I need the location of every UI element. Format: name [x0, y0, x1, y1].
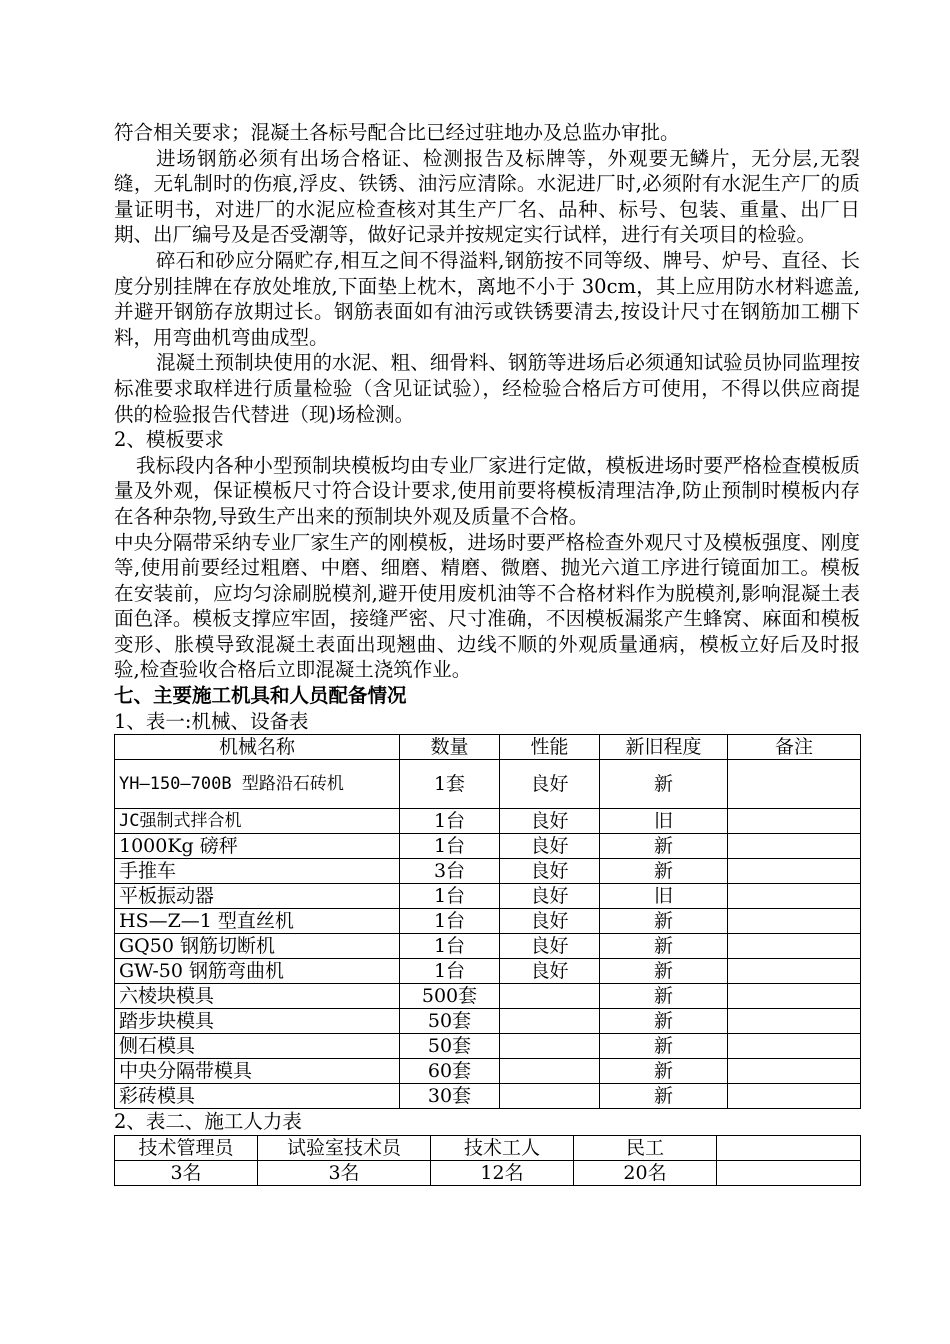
table-row: [115, 1059, 861, 1084]
table-cell: [728, 1034, 861, 1059]
table-cell: [728, 1059, 861, 1084]
table-cell: 1套: [400, 760, 500, 809]
table-cell: [500, 1084, 600, 1109]
table-row: [115, 859, 861, 884]
table-cell: [728, 1009, 861, 1034]
table1-caption: 1、表一:机械、设备表: [114, 709, 309, 733]
table-cell: 中央分隔带模具: [115, 1059, 400, 1084]
table-cell: 新: [600, 984, 728, 1009]
table-cell: [717, 1160, 861, 1185]
header-cell: 民工: [574, 1135, 717, 1160]
table-row: [115, 834, 861, 859]
table-cell: 旧: [600, 809, 728, 834]
table-cell: [728, 884, 861, 909]
table-cell: JC强制式拌合机: [115, 809, 400, 834]
table-row: [115, 809, 861, 834]
table-cell: 新: [600, 1059, 728, 1084]
table-cell: 彩砖模具: [115, 1084, 400, 1109]
table-cell: [728, 909, 861, 934]
paragraph-1: 符合相关要求；混凝土各标号配合比已经过驻地办及总监办审批。: [114, 121, 680, 144]
paragraph-4: 混凝土预制块使用的水泥、粗、细骨料、钢筋等进场后必须通知试验员协同监理按标准要求取样进行质量检验（含见证试验），经检验合格后方可使用，不得以供应商提供的检验报告代替进（现)场检测。: [114, 351, 860, 426]
table-cell: [500, 1034, 600, 1059]
table-cell: 良好: [500, 834, 600, 859]
table-header-row: [115, 735, 861, 760]
table-cell: 500套: [400, 984, 500, 1009]
table-cell: 良好: [500, 909, 600, 934]
table-cell: 50套: [400, 1009, 500, 1034]
table-cell: 1台: [400, 884, 500, 909]
table-cell: 新: [600, 934, 728, 959]
table-cell: 3名: [258, 1160, 431, 1185]
table-cell: [500, 984, 600, 1009]
table-row: [115, 934, 861, 959]
labor-table: [114, 1135, 861, 1186]
table-cell: [728, 834, 861, 859]
table-cell: 12名: [431, 1160, 574, 1185]
table-cell: [728, 760, 861, 809]
table-cell: 3台: [400, 859, 500, 884]
table-cell: [728, 859, 861, 884]
table-row: [115, 1084, 861, 1109]
header-cell: 试验室技术员: [258, 1135, 431, 1160]
table-cell: [728, 809, 861, 834]
table-row: [115, 760, 861, 809]
header-cell: 技术管理员: [115, 1135, 258, 1160]
header-cell: 技术工人: [431, 1135, 574, 1160]
table-cell: 良好: [500, 959, 600, 984]
table-cell: 60套: [400, 1059, 500, 1084]
table-row: [115, 884, 861, 909]
table-row: [115, 1034, 861, 1059]
table-cell: [728, 934, 861, 959]
table-cell: GQ50 钢筋切断机: [115, 934, 400, 959]
table-cell: 良好: [500, 859, 600, 884]
table-cell: 良好: [500, 884, 600, 909]
table-cell: GW-50 钢筋弯曲机: [115, 959, 400, 984]
table-cell: 新: [600, 909, 728, 934]
table-cell: 新: [600, 859, 728, 884]
table-cell: 1台: [400, 959, 500, 984]
table-cell: 1台: [400, 934, 500, 959]
equipment-table: [114, 734, 861, 1109]
section-7-heading: 七、主要施工机具和人员配备情况: [114, 684, 407, 708]
table-cell: 良好: [500, 809, 600, 834]
header-cell: 新旧程度: [600, 735, 728, 760]
table-cell: 侧石模具: [115, 1034, 400, 1059]
table-cell: [728, 1084, 861, 1109]
heading-formwork: 2、模板要求: [114, 428, 224, 452]
table-cell: 良好: [500, 760, 600, 809]
table-cell: [500, 1009, 600, 1034]
paragraph-6: 中央分隔带采纳专业厂家生产的刚模板，进场时要严格检查外观尺寸及模板强度、刚度等,使用前要经过粗磨、中磨、细磨、精磨、微磨、抛光六道工序进行镜面加工。模板在安装前，应均匀涂刷脱模剂,避开使用废机油等不合格材料作为脱模剂,影响混凝土表面色泽。模板支撑应牢固，接缝严密、尺寸准确，不因模板漏浆产生蜂窝、麻面和模板变形、胀模导致混凝土表面出现翘曲、边线不顺的外观质量通病，模板立好后及时报验,检查验收合格后立即混凝土浇筑作业。: [114, 530, 860, 682]
table-cell: 良好: [500, 934, 600, 959]
table-cell: 1台: [400, 809, 500, 834]
table-row: [115, 959, 861, 984]
paragraph-3: 碎石和砂应分隔贮存,相互之间不得溢料,钢筋按不同等级、牌号、炉号、直径、长度分别挂牌在存放处堆放,下面垫上枕木，离地不小于 30cm，其上应用防水材料遮盖,并避开钢筋存放期过长。钢筋表面如有油污或铁锈要清去,按设计尺寸在钢筋加工棚下料，用弯曲机弯曲成型。: [114, 248, 860, 349]
table-cell: 六棱块模具: [115, 984, 400, 1009]
table2-caption: 2、表二、施工人力表: [114, 1110, 302, 1134]
table-cell: 踏步块模具: [115, 1009, 400, 1034]
paragraph-2: 进场钢筋必须有出场合格证、检测报告及标牌等，外观要无鳞片，无分层,无裂缝，无轧制时的伤痕,浮皮、铁锈、油污应清除。水泥进厂时,必须附有水泥生产厂的质量证明书，对进厂的水泥应检查核对其生产厂名、品种、标号、包装、重量、出厂日期、出厂编号及是否受潮等，做好记录并按规定实行试样，进行有关项目的检验。: [114, 146, 860, 247]
header-cell: [717, 1135, 861, 1160]
table-cell: 新: [600, 1009, 728, 1034]
table-row: [115, 909, 861, 934]
header-cell: 性能: [500, 735, 600, 760]
document-page: [114, 120, 860, 1186]
table-cell: [728, 959, 861, 984]
table-cell: 1台: [400, 834, 500, 859]
table-cell: HS—Z—1 型直丝机: [115, 909, 400, 934]
table-cell: [728, 984, 861, 1009]
table-cell: 3名: [115, 1160, 258, 1185]
header-cell: 机械名称: [115, 735, 400, 760]
table-cell: 新: [600, 959, 728, 984]
table-cell: 1000Kg 磅秤: [115, 834, 400, 859]
paragraph-5: 我标段内各种小型预制块模板均由专业厂家进行定做，模板进场时要严格检查模板质量及外观，保证模板尺寸符合设计要求,使用前要将模板清理洁净,防止预制时模板内存在各种杂物,导致生产出来的预制块外观及质量不合格。: [114, 453, 860, 528]
header-cell: 数量: [400, 735, 500, 760]
table-header-row: [115, 1135, 861, 1160]
table-cell: 30套: [400, 1084, 500, 1109]
table-cell: 新: [600, 1084, 728, 1109]
table-row: [115, 1160, 861, 1185]
table-cell: 手推车: [115, 859, 400, 884]
table-cell: 新: [600, 1034, 728, 1059]
header-cell: 备注: [728, 735, 861, 760]
table-cell: 新: [600, 834, 728, 859]
table-cell: 1台: [400, 909, 500, 934]
table-cell: YH—150—700B 型路沿石砖机: [115, 760, 400, 809]
table-cell: 新: [600, 760, 728, 809]
table-cell: 20名: [574, 1160, 717, 1185]
table-cell: 旧: [600, 884, 728, 909]
table-cell: 平板振动器: [115, 884, 400, 909]
table-row: [115, 984, 861, 1009]
table-row: [115, 1009, 861, 1034]
table-cell: 50套: [400, 1034, 500, 1059]
table-cell: [500, 1059, 600, 1084]
